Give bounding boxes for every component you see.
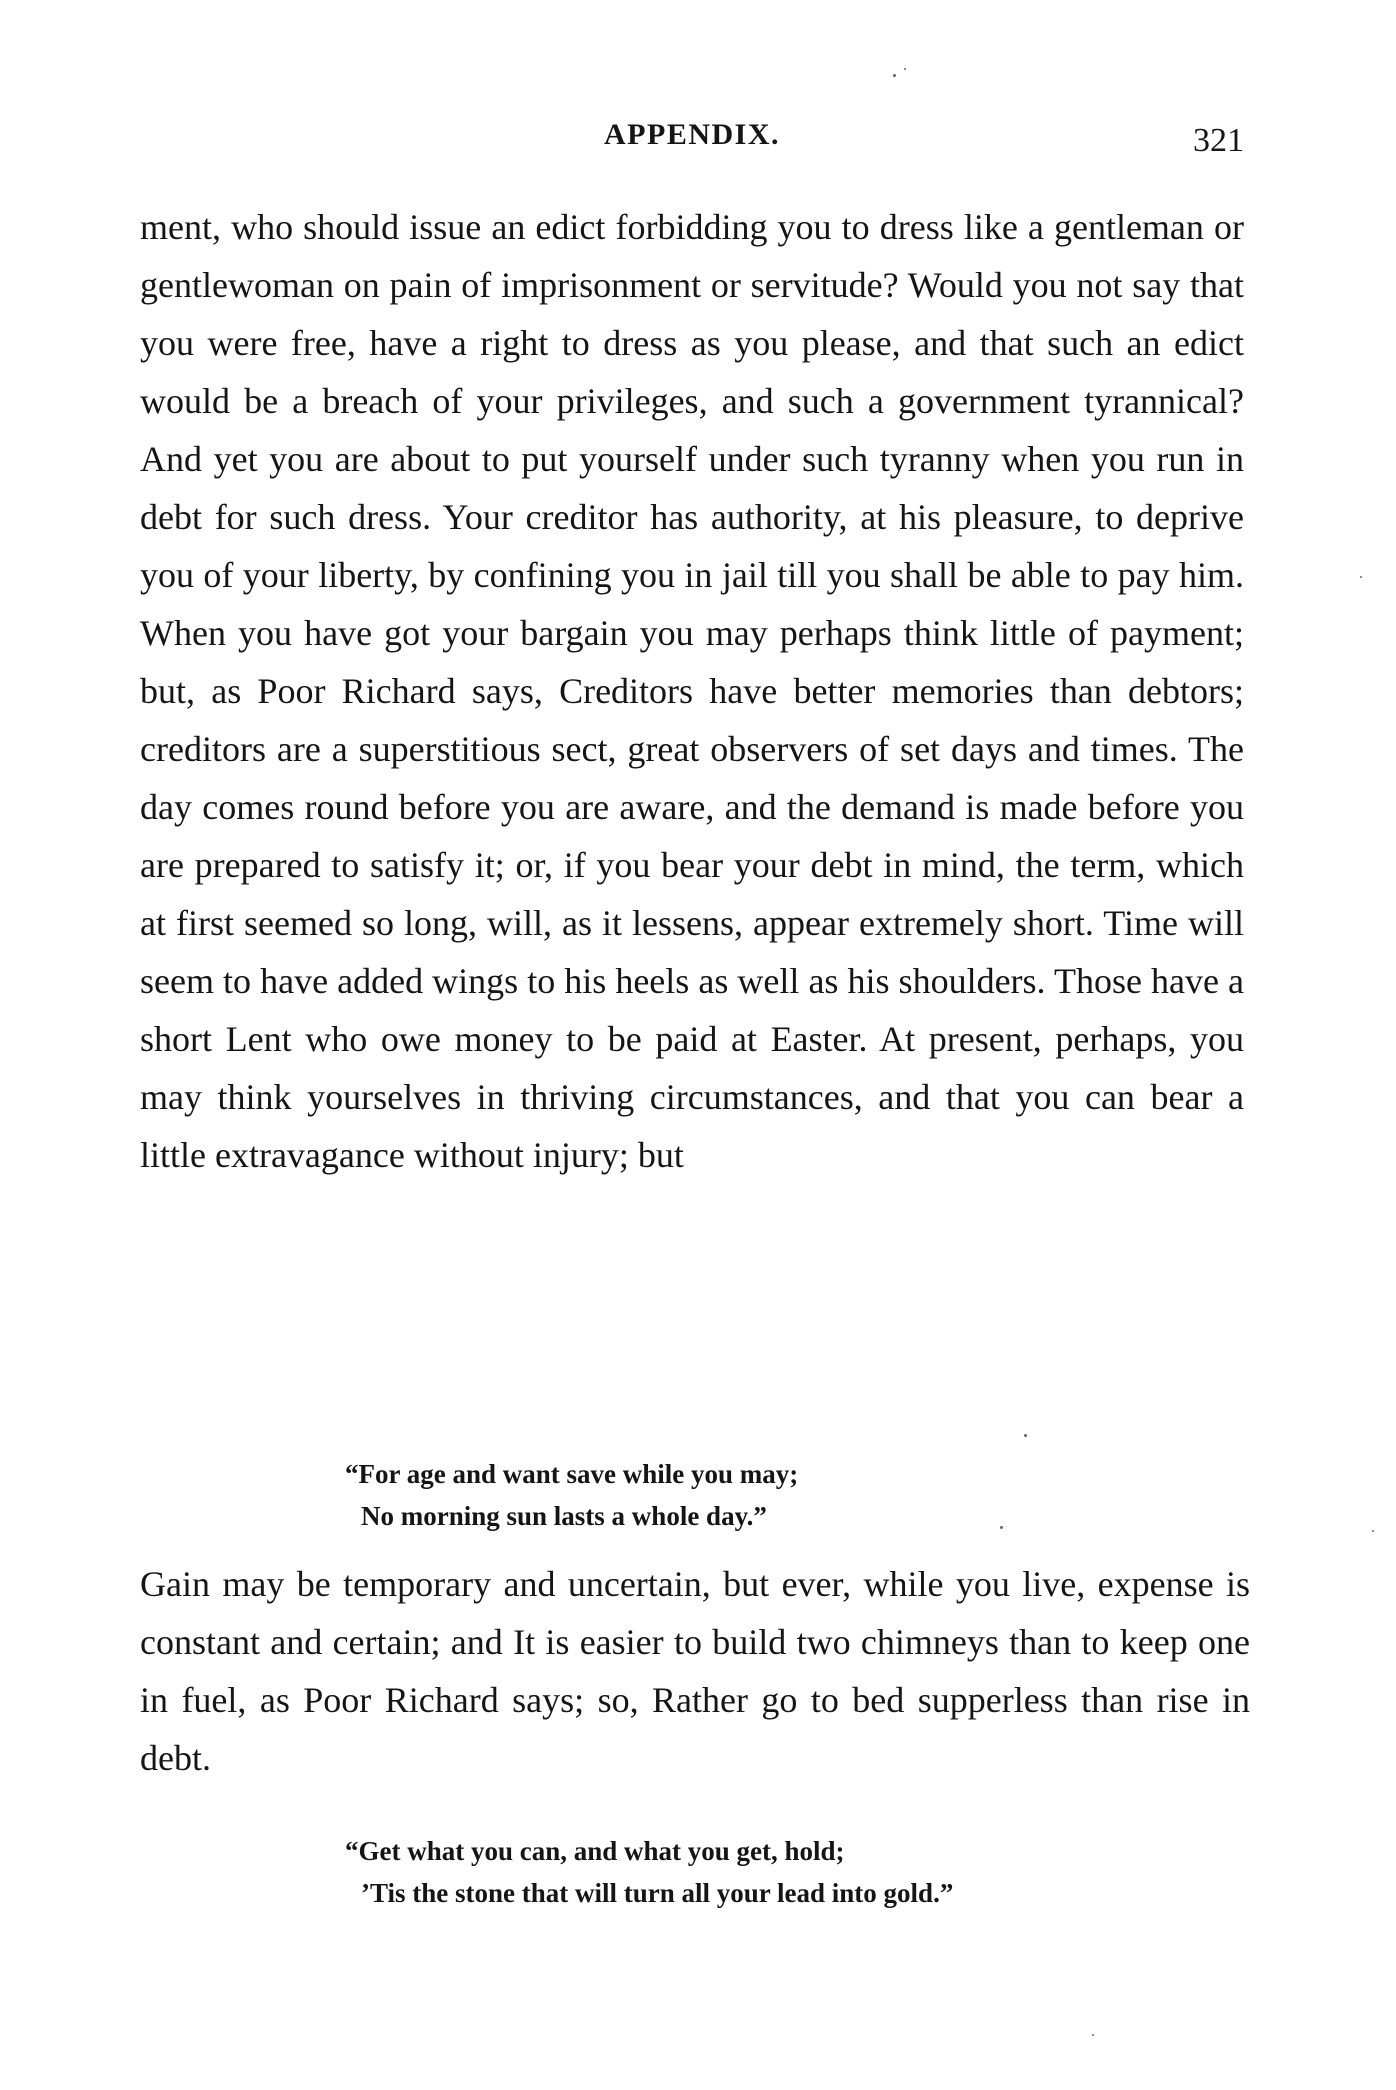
print-speck: [1372, 1530, 1374, 1532]
print-speck: [1024, 1434, 1027, 1437]
print-speck: [904, 68, 906, 70]
paragraph-debt-tyranny: ment, who should issue an edict forbidding you to dress like a gentleman or gentlewoman on pain of imprisonment or servitude? Would you not say that you were free, have a right to dress as you please, and that such an edict would be a breach of your privileges, and such a government tyrannical? And yet you are about to put yourself under such tyranny when you run in debt for such dress. Your creditor has authority, at his pleasure, to deprive you of your liberty, by confining you in jail till you shall be able to pay him. When you have got your bargain you may perhaps think little of payment; but, as Poor Richard says, Creditors have better memories than debtors; creditors are a superstitious sect, great observers of set days and times. The day comes round before you are aware, and the demand is made before you are prepared to satisfy it; or, if you bear your debt in mind, the term, which at first seemed so long, will, as it lessens, appear extremely short. Time will seem to have added wings to his heels as well as his shoulders. Those have a short Lent who owe money to be paid at Easter. At present, perhaps, you may think yourselves in thriving circumstances, and that you can bear a little extravagance without injury; but: [140, 207, 1244, 1175]
verse-age-and-want: [345, 1453, 798, 1537]
verse-get-what-you-can: [345, 1830, 953, 1914]
verse-line: No morning sun lasts a whole day.”: [361, 1501, 767, 1531]
print-speck: [1000, 1526, 1003, 1529]
running-head: [140, 112, 1244, 162]
paragraph-gain-and-expense: Gain may be temporary and uncertain, but ever, while you live, expense is constant and certain; and It is easier to build two chimneys than to keep one in fuel, as Poor Richard says; so, Rather go to bed supperless than rise in debt.: [140, 1564, 1250, 1778]
verse-line: ’Tis the stone that will turn all your lead into gold.”: [361, 1878, 954, 1908]
running-title: APPENDIX.: [604, 118, 780, 151]
verse-line: “For age and want save while you may;: [345, 1459, 799, 1489]
print-speck: [1360, 576, 1362, 578]
page-number: 321: [1193, 122, 1244, 159]
print-speck: [893, 74, 896, 77]
print-speck: [1092, 2034, 1094, 2036]
verse-line: “Get what you can, and what you get, hold;: [345, 1836, 845, 1866]
